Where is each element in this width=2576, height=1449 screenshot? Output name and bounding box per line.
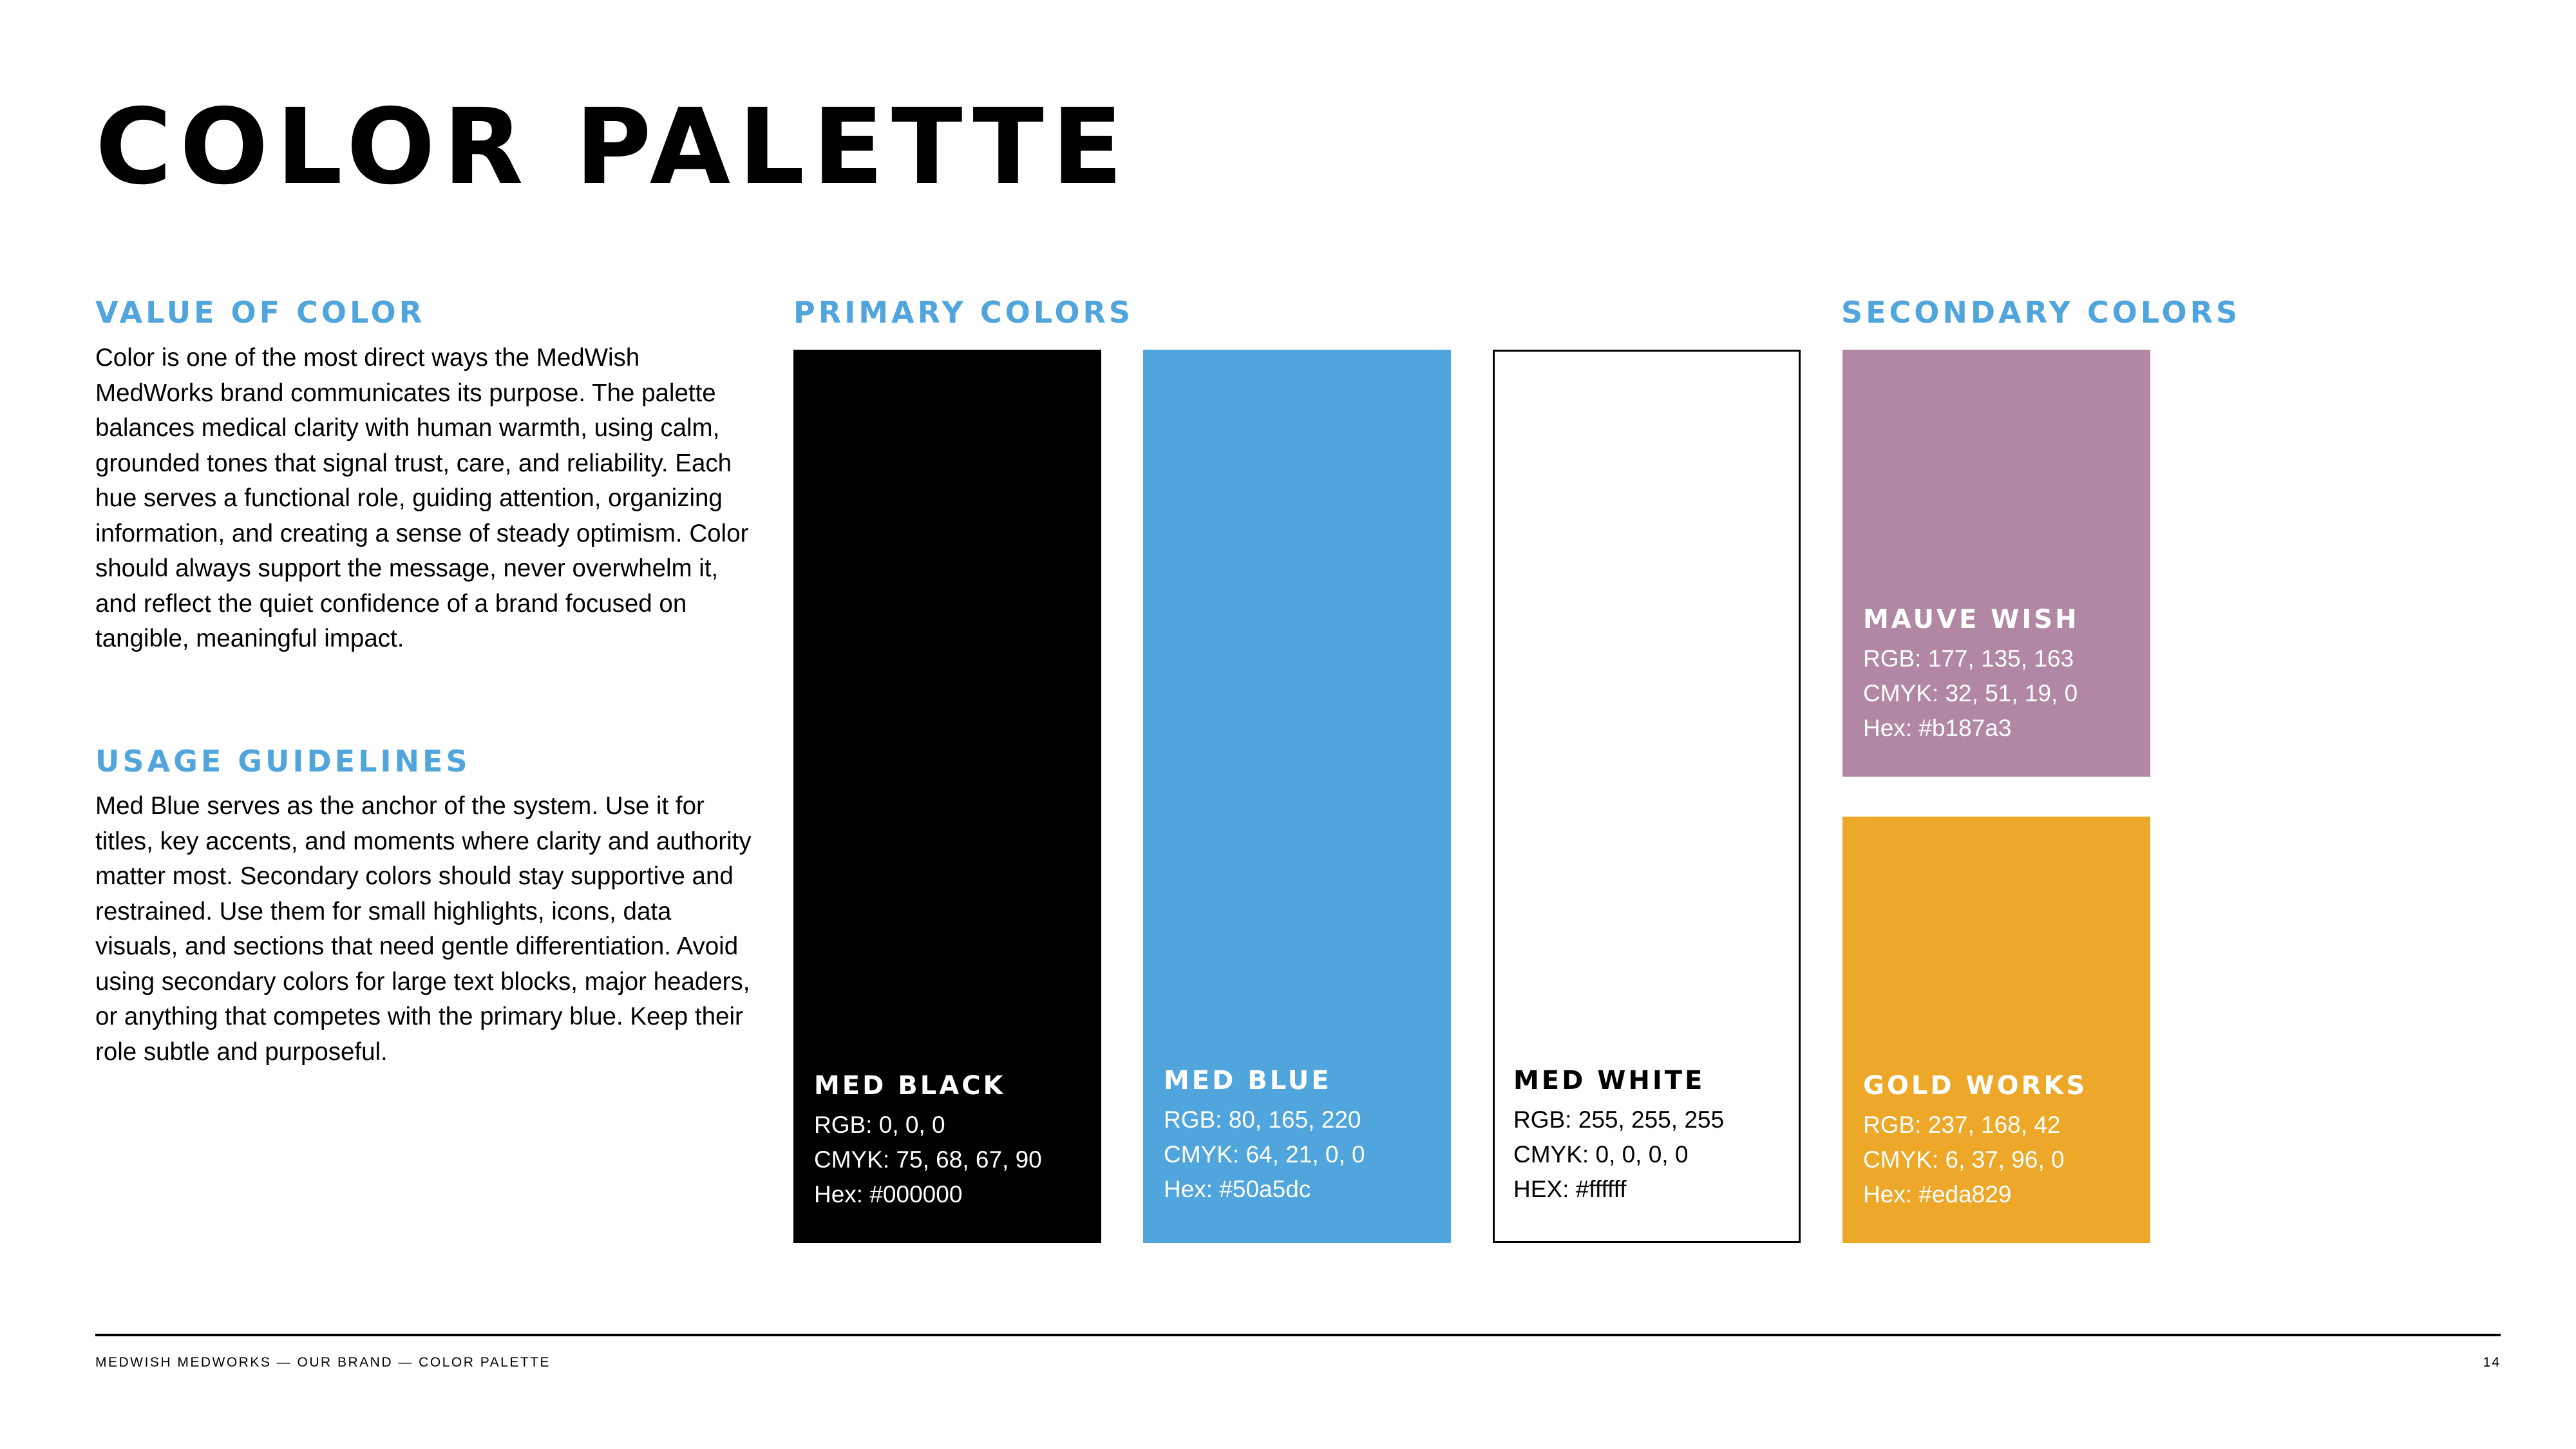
- swatch-name: MED BLUE: [1164, 1066, 1332, 1095]
- swatch-name: MED WHITE: [1513, 1066, 1705, 1095]
- value-of-color-heading: VALUE OF COLOR: [95, 295, 426, 330]
- swatch-name: MED BLACK: [814, 1071, 1006, 1101]
- swatch-cmyk: CMYK: 75, 68, 67, 90: [814, 1146, 1042, 1173]
- swatch-rgb: RGB: 0, 0, 0: [814, 1112, 945, 1138]
- swatch-hex: Hex: #000000: [814, 1181, 963, 1208]
- primary-colors-heading: PRIMARY COLORS: [793, 295, 1134, 330]
- swatch-mauve-wish: [1842, 350, 2150, 777]
- swatch-hex: Hex: #50a5dc: [1164, 1176, 1311, 1202]
- swatch-med-blue: [1143, 350, 1451, 1243]
- swatch-hex: HEX: #ffffff: [1513, 1176, 1627, 1202]
- secondary-colors-heading: SECONDARY COLORS: [1841, 295, 2241, 330]
- swatch-cmyk: CMYK: 6, 37, 96, 0: [1863, 1146, 2065, 1173]
- swatch-gold-works: [1842, 817, 2150, 1243]
- swatch-rgb: RGB: 177, 135, 163: [1863, 645, 2074, 672]
- swatch-cmyk: CMYK: 32, 51, 19, 0: [1863, 680, 2078, 706]
- usage-guidelines-heading: USAGE GUIDELINES: [95, 744, 471, 779]
- page-number: 14: [2483, 1355, 2501, 1370]
- swatch-med-black: [793, 350, 1101, 1243]
- page-title: COLOR PALETTE: [95, 87, 1131, 208]
- swatch-cmyk: CMYK: 0, 0, 0, 0: [1513, 1141, 1689, 1168]
- swatch-name: MAUVE WISH: [1863, 605, 2079, 634]
- footer-rule: [95, 1334, 2501, 1336]
- swatch-info: [1863, 1072, 2140, 1212]
- value-of-color-body: Color is one of the most direct ways the MedWish MedWorks brand communicates its purpose. The palette balances medical clarity with human warmth, using calm, grounded tones that signal trust, care, and reliability. Each hue serves a functional role, guiding attention, organizing information, and creating a sense of steady optimism. Color should always support the message, never overwhelm it, and reflect the quiet confidence of a brand focused on tangible, meaningful impact.: [95, 344, 749, 652]
- footer-text: MEDWISH MEDWORKS — OUR BRAND — COLOR PALETTE: [95, 1355, 551, 1370]
- swatch-info: [1863, 605, 2140, 746]
- swatch-cmyk: CMYK: 64, 21, 0, 0: [1164, 1141, 1365, 1168]
- usage-guidelines-body: Med Blue serves as the anchor of the system. Use it for titles, key accents, and moments where clarity and authority matter most. Secondary colors should stay supportive and restrained. Use them for small highlights, icons, data visuals, and sections that need gentle differentiation. Avoid using secondary colors for large text blocks, major headers, or anything that competes with the primary blue. Keep their role subtle and purposeful.: [95, 792, 752, 1066]
- swatch-rgb: RGB: 80, 165, 220: [1164, 1106, 1361, 1133]
- swatch-hex: Hex: #b187a3: [1863, 715, 2012, 741]
- swatch-info: [1513, 1066, 1788, 1207]
- swatch-name: GOLD WORKS: [1863, 1071, 2088, 1101]
- swatch-rgb: RGB: 255, 255, 255: [1513, 1106, 1725, 1133]
- swatch-rgb: RGB: 237, 168, 42: [1863, 1112, 2061, 1138]
- swatch-hex: Hex: #eda829: [1863, 1181, 2012, 1208]
- swatch-med-white: [1493, 350, 1801, 1243]
- swatch-info: [1164, 1066, 1441, 1207]
- swatch-info: [814, 1072, 1091, 1212]
